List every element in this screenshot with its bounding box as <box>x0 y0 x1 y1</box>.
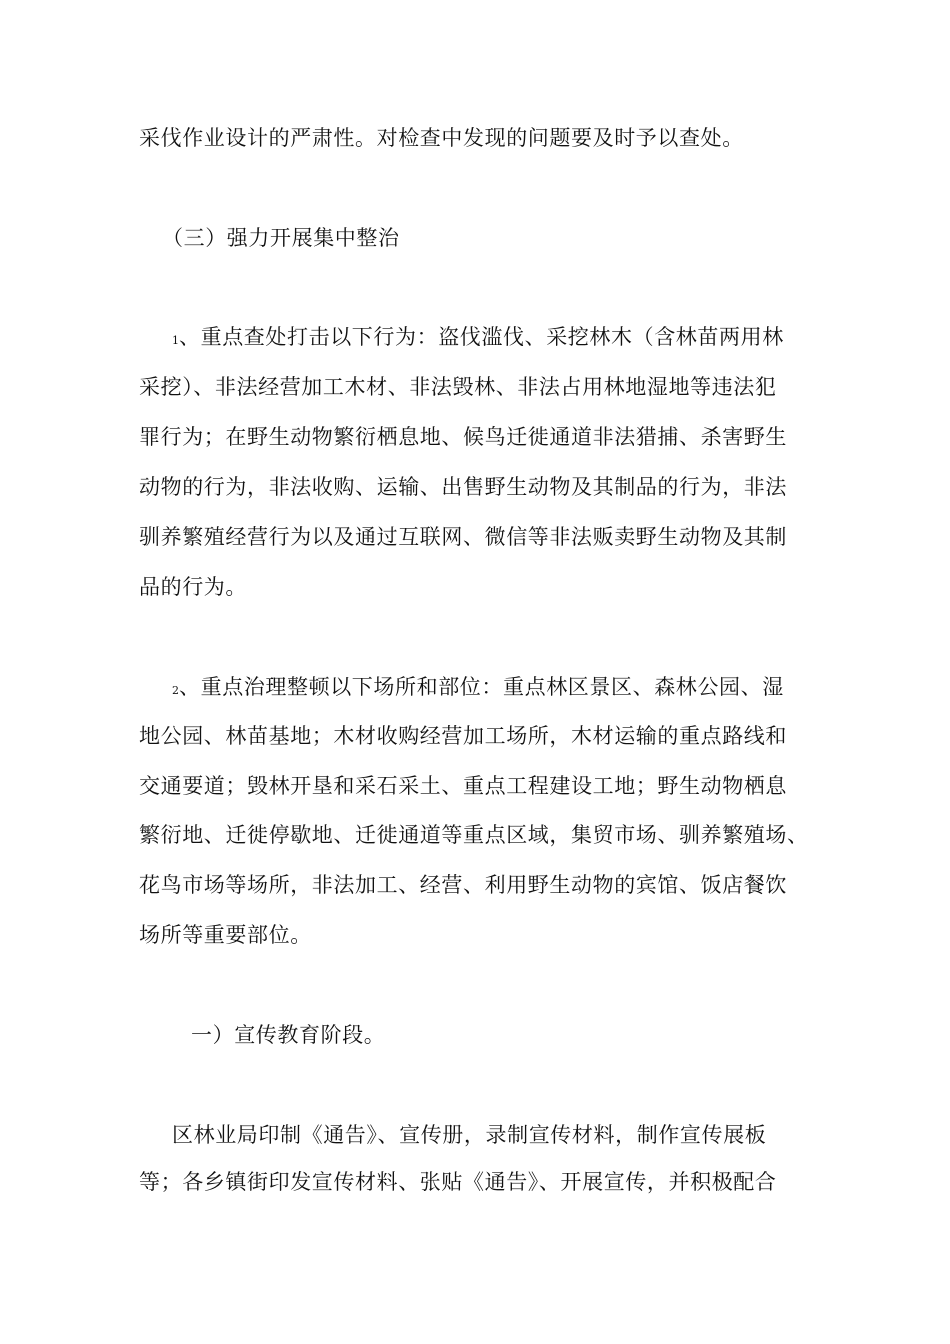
paragraph-line: 罪行为；在野生动物繁衍栖息地、候鸟迁徙通道非法猎捕、杀害野生 <box>139 425 787 449</box>
paragraph-line: 交通要道；毁林开垦和采石采土、重点工程建设工地；野生动物栖息 <box>139 774 787 798</box>
paragraph-line <box>172 322 784 356</box>
paragraph-line: 采挖）、非法经营加工木材、非法毁林、非法占用林地湿地等违法犯 <box>139 375 777 399</box>
paragraph-line: 动物的行为，非法收购、运输、出售野生动物及其制品的行为，非法 <box>139 475 787 499</box>
item-number: 1 <box>172 334 179 347</box>
paragraph-line: 区林业局印制《通告》、宣传册，录制宣传材料，制作宣传展板 <box>172 1123 767 1147</box>
paragraph-line: 场所等重要部位。 <box>139 923 312 947</box>
item-number: 2 <box>172 684 179 697</box>
paragraph-line: 花鸟市场等场所，非法加工、经营、利用野生动物的宾馆、饭店餐饮 <box>139 873 787 897</box>
paragraph-text: 、重点治理整顿以下场所和部位：重点林区景区、森林公园、湿 <box>179 675 784 699</box>
paragraph-text: 、重点查处打击以下行为：盗伐滥伐、采挖林木（含林苗两用林 <box>179 325 784 349</box>
paragraph-line: 等；各乡镇街印发宣传材料、张贴《通告》、开展宣传，并积极配合 <box>139 1170 777 1194</box>
paragraph-line <box>172 672 784 706</box>
section-heading: 一）宣传教育阶段。 <box>191 1023 386 1047</box>
paragraph-line: 驯养繁殖经营行为以及通过互联网、微信等非法贩卖野生动物及其制 <box>139 525 787 549</box>
paragraph-line: 品的行为。 <box>139 575 247 599</box>
paragraph-line: 地公园、林苗基地；木材收购经营加工场所，木材运输的重点路线和 <box>139 724 787 748</box>
paragraph-line: 采伐作业设计的严肃性。对检查中发现的问题要及时予以查处。 <box>139 126 744 150</box>
paragraph-line: 繁衍地、迁徙停歇地、迁徙通道等重点区域，集贸市场、驯养繁殖场、 <box>139 823 809 847</box>
section-heading: （三）强力开展集中整治 <box>162 226 400 250</box>
